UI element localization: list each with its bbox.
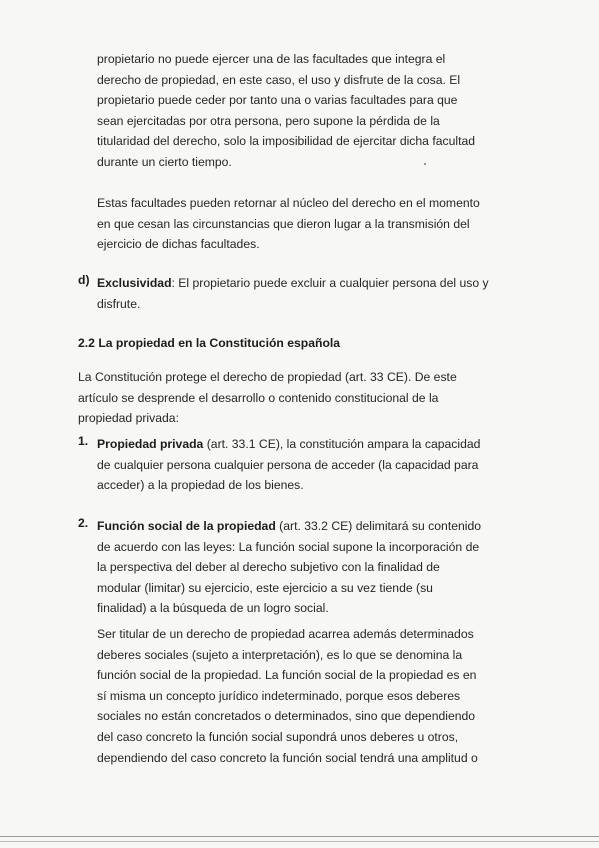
- term-funcion-social: Función social de la propiedad: [97, 519, 276, 533]
- text-line: Estas facultades pueden retornar al núcleo del derecho en el momento: [97, 196, 480, 210]
- list-marker-1: 1.: [78, 434, 89, 448]
- term-propiedad-privada: Propiedad privada: [97, 437, 204, 451]
- text-line: [97, 516, 481, 537]
- scan-speck: [424, 163, 426, 165]
- text-line: sociales no están concretados o determinados, sino que dependiendo: [97, 709, 476, 724]
- list-item-funcion-social: [97, 516, 481, 619]
- scan-edge-line: [0, 841, 599, 842]
- text-line: acceder) a la propiedad de los bienes.: [97, 478, 304, 493]
- text-line: en que cesan las circunstancias que dieron lugar a la transmisión del: [97, 216, 470, 231]
- scan-edge-line: [0, 836, 599, 837]
- list-item-exclusividad: [97, 273, 489, 314]
- text-line: disfrute.: [97, 296, 141, 311]
- text-fragment: (art. 33.2 CE) delimitará su contenido: [275, 519, 482, 533]
- text-line: propietario puede ceder por tanto una o varias facultades para que: [97, 93, 458, 108]
- list-marker-2: 2.: [78, 516, 89, 530]
- text-line: la perspectiva del deber al derecho subjetivo con la finalidad de: [97, 560, 440, 575]
- text-line: durante un cierto tiempo.: [97, 154, 232, 169]
- text-line: función social de la propiedad. La función social de la propiedad es en: [97, 668, 477, 683]
- text-line: del caso concreto la función social supondrá unos deberes u otros,: [97, 729, 459, 744]
- list-marker-d: d): [78, 273, 90, 287]
- text-line: derecho de propiedad, en este caso, el uso y disfrute de la cosa. El: [97, 72, 461, 87]
- text-line: dependiendo del caso concreto la función social tendrá una amplitud o: [97, 750, 478, 765]
- text-line: de acuerdo con las leyes: La función social supone la incorporación de: [97, 539, 480, 554]
- text-fragment: : El propietario puede excluir a cualquier persona del uso y: [171, 276, 489, 290]
- paragraph-retorno: [97, 193, 480, 255]
- text-line: finalidad) a la búsqueda de un logro social.: [97, 601, 329, 616]
- text-line: [97, 273, 489, 294]
- text-line: deberes sociales (sujeto a interpretación), es lo que se denomina la: [97, 647, 463, 662]
- text-line: sí misma un concepto jurídico indeterminado, porque esos deberes: [97, 688, 461, 703]
- text-line: [97, 434, 480, 455]
- text-line: sean ejercitadas por otra persona, pero supone la pérdida de la: [97, 113, 440, 128]
- text-fragment: (art. 33.1 CE), la constitución ampara la capacidad: [203, 437, 481, 451]
- paragraph-deberes-sociales: [97, 624, 478, 768]
- text-line: propietario no puede ejercer una de las facultades que integra el: [97, 52, 446, 66]
- text-line: modular (limitar) su ejercicio, este ejercicio a su vez tiende (su: [97, 580, 433, 595]
- text-line: Ser titular de un derecho de propiedad acarrea además determinados: [97, 627, 474, 641]
- section-heading: 2.2 La propiedad en la Constitución española: [78, 336, 341, 350]
- text-line: La Constitución protege el derecho de propiedad (art. 33 CE). De este: [78, 370, 457, 384]
- text-line: titularidad del derecho, solo la imposibilidad de ejercitar dicha facultad: [97, 134, 476, 149]
- text-line: artículo se desprende el desarrollo o contenido constitucional de la: [78, 390, 439, 405]
- paragraph-intro: [78, 367, 457, 429]
- list-item-propiedad-privada: [97, 434, 480, 496]
- text-line: de cualquier persona cualquier persona de acceder (la capacidad para: [97, 457, 479, 472]
- term-exclusividad: Exclusividad: [97, 276, 172, 290]
- text-line: ejercicio de dichas facultades.: [97, 237, 260, 252]
- text-line: propiedad privada:: [78, 411, 179, 426]
- paragraph-continuation: [97, 49, 475, 173]
